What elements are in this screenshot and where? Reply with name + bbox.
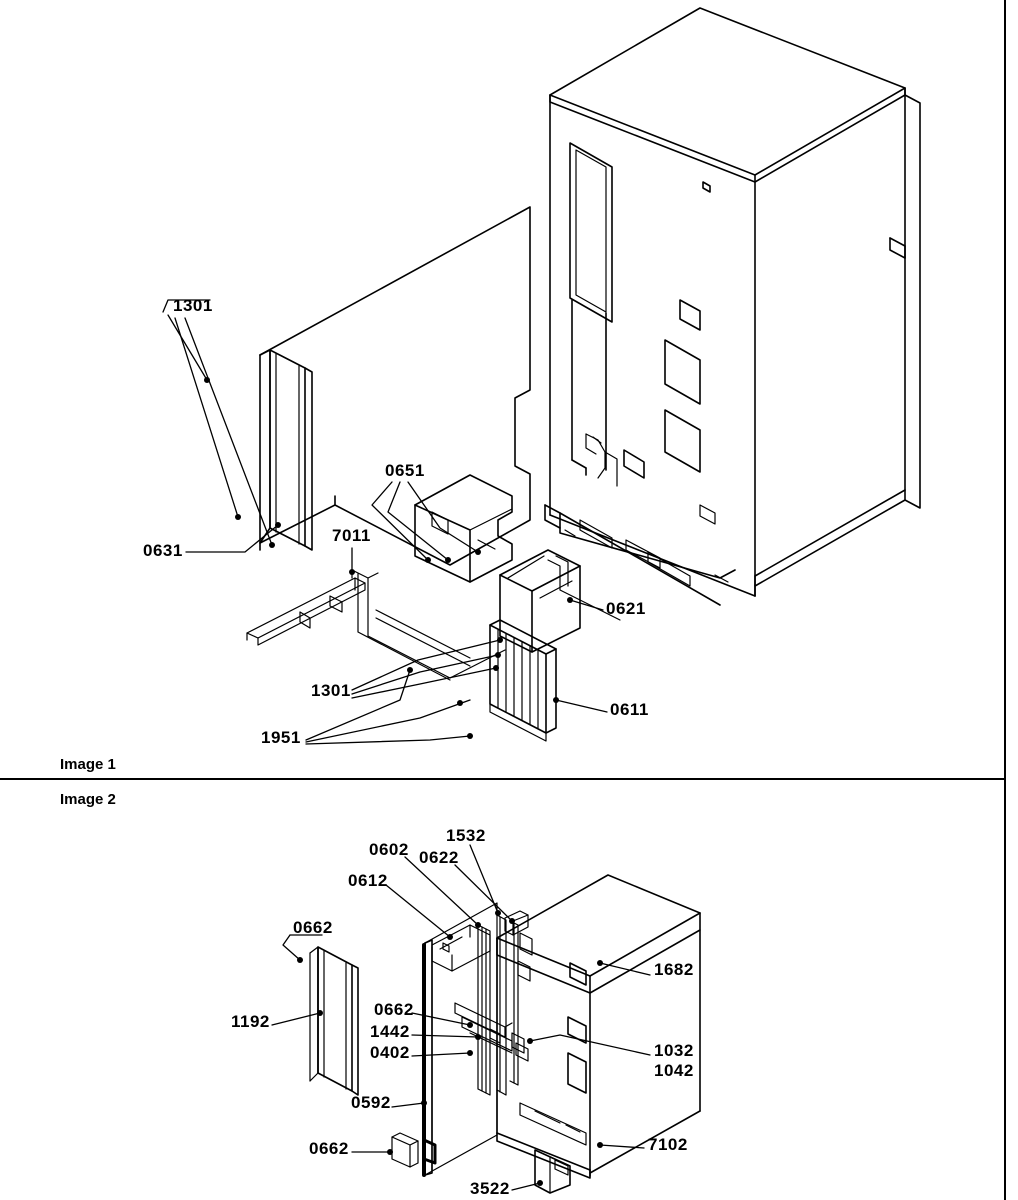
panel-label-image-2: Image 2 bbox=[60, 791, 116, 808]
callout-1192: 1192 bbox=[231, 1012, 270, 1031]
panel-divider bbox=[0, 778, 1006, 780]
callout-1301-lower: 1301 bbox=[311, 681, 351, 700]
callout-1032: 1032 bbox=[654, 1041, 694, 1060]
callout-0621: 0621 bbox=[606, 599, 646, 618]
callout-1951: 1951 bbox=[261, 728, 301, 747]
callout-1532: 1532 bbox=[446, 826, 486, 845]
callout-0611: 0611 bbox=[610, 700, 649, 719]
callout-1442: 1442 bbox=[370, 1022, 410, 1041]
diagram-panel-image-2 bbox=[0, 785, 1018, 1200]
callout-0612: 0612 bbox=[348, 871, 388, 890]
callout-0662-top: 0662 bbox=[293, 918, 333, 937]
callout-0651: 0651 bbox=[385, 461, 425, 480]
callout-1042: 1042 bbox=[654, 1061, 694, 1080]
callout-1301-upper: 1301 bbox=[173, 296, 213, 315]
panel-label-image-1: Image 1 bbox=[60, 756, 116, 773]
callout-7011: 7011 bbox=[332, 526, 371, 545]
callout-0402: 0402 bbox=[370, 1043, 410, 1062]
callout-0662-mid: 0662 bbox=[374, 1000, 414, 1019]
callout-0622: 0622 bbox=[419, 848, 459, 867]
callout-1682: 1682 bbox=[654, 960, 694, 979]
callout-3522: 3522 bbox=[470, 1179, 510, 1198]
panel-2-artwork bbox=[0, 785, 1018, 1200]
callout-0662-bottom: 0662 bbox=[309, 1139, 349, 1158]
callout-7102: 7102 bbox=[648, 1135, 688, 1154]
callout-0592: 0592 bbox=[351, 1093, 391, 1112]
right-border-rule bbox=[1004, 0, 1006, 1200]
callout-0631: 0631 bbox=[143, 541, 183, 560]
callout-0602: 0602 bbox=[369, 840, 409, 859]
